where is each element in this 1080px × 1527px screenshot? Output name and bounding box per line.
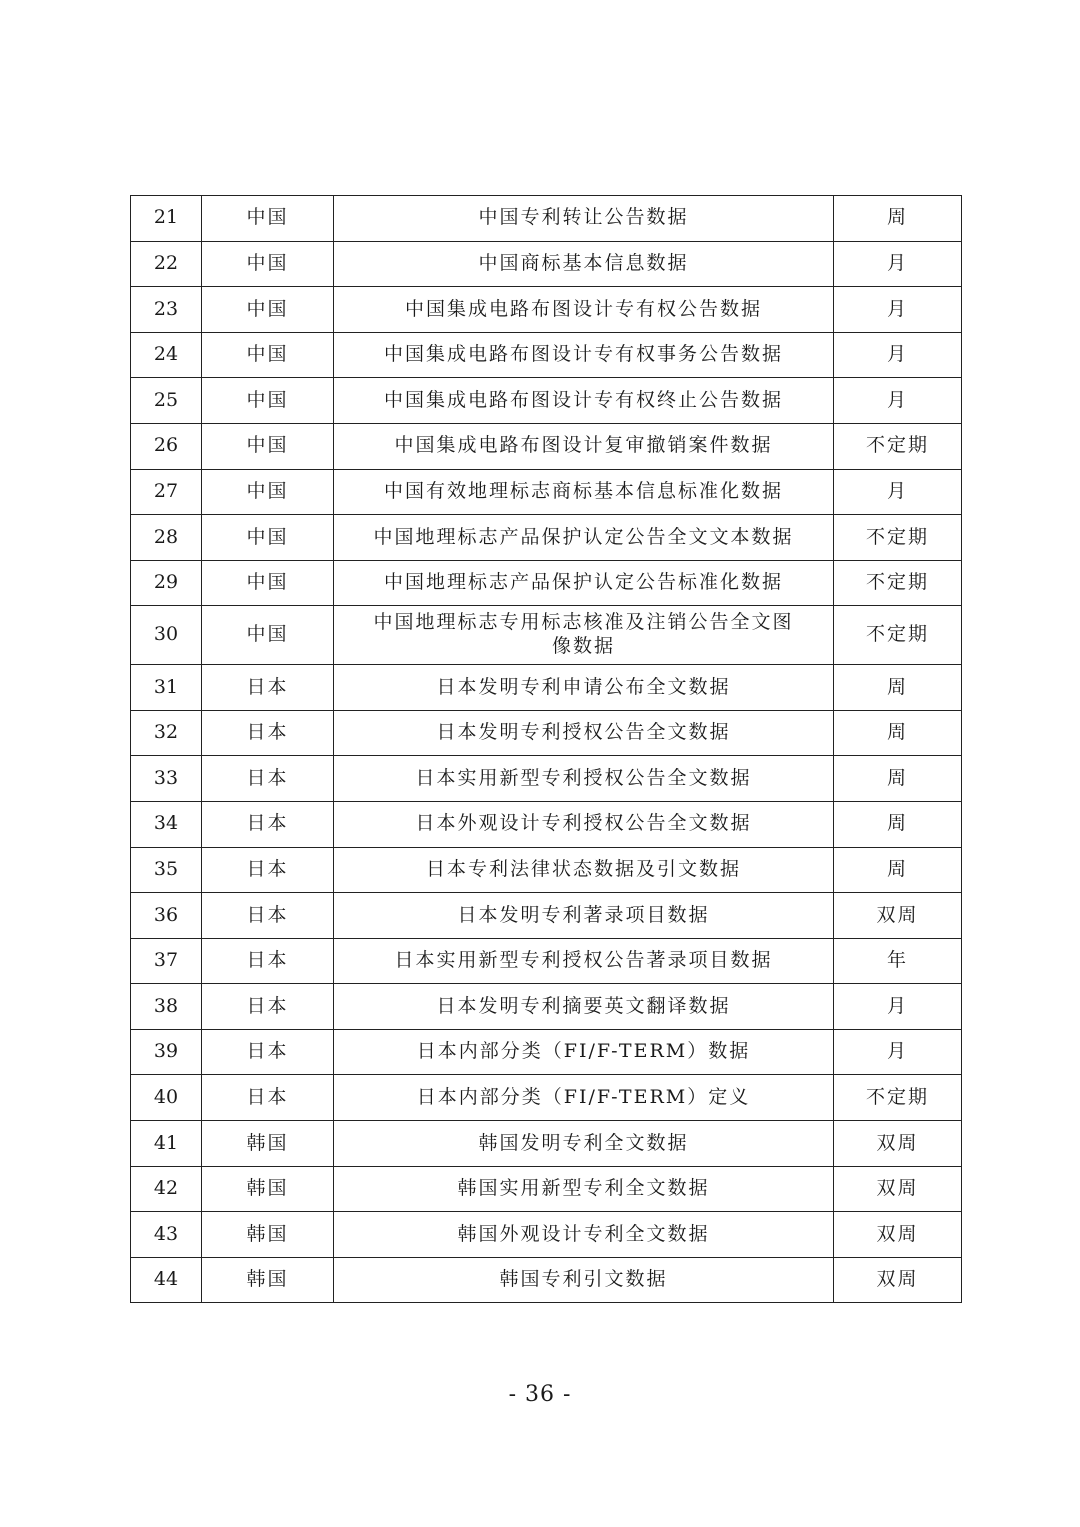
row-data-name: 中国地理标志专用标志核准及注销公告全文图像数据 bbox=[334, 606, 834, 665]
row-country: 中国 bbox=[202, 378, 334, 424]
row-country: 日本 bbox=[202, 756, 334, 802]
row-data-name: 日本发明专利摘要英文翻译数据 bbox=[334, 984, 834, 1030]
row-data-name: 日本专利法律状态数据及引文数据 bbox=[334, 847, 834, 893]
row-country: 中国 bbox=[202, 515, 334, 561]
row-update-frequency: 不定期 bbox=[834, 560, 962, 606]
row-number: 21 bbox=[131, 196, 202, 242]
row-number: 40 bbox=[131, 1075, 202, 1121]
row-data-name: 日本实用新型专利授权公告著录项目数据 bbox=[334, 938, 834, 984]
row-data-name: 韩国外观设计专利全文数据 bbox=[334, 1212, 834, 1258]
row-update-frequency: 不定期 bbox=[834, 423, 962, 469]
row-country: 日本 bbox=[202, 710, 334, 756]
table-row bbox=[131, 287, 962, 333]
row-update-frequency: 周 bbox=[834, 756, 962, 802]
row-country: 中国 bbox=[202, 606, 334, 665]
row-update-frequency: 月 bbox=[834, 241, 962, 287]
row-update-frequency: 月 bbox=[834, 469, 962, 515]
row-update-frequency: 周 bbox=[834, 196, 962, 242]
row-country: 中国 bbox=[202, 423, 334, 469]
row-number: 28 bbox=[131, 515, 202, 561]
row-data-name: 韩国实用新型专利全文数据 bbox=[334, 1166, 834, 1212]
row-number: 43 bbox=[131, 1212, 202, 1258]
row-data-name: 中国集成电路布图设计复审撤销案件数据 bbox=[334, 423, 834, 469]
row-country: 日本 bbox=[202, 938, 334, 984]
row-country: 中国 bbox=[202, 560, 334, 606]
data-catalog-table bbox=[130, 195, 962, 1303]
row-data-name: 韩国专利引文数据 bbox=[334, 1257, 834, 1303]
row-number: 27 bbox=[131, 469, 202, 515]
table-row bbox=[131, 710, 962, 756]
table-row bbox=[131, 938, 962, 984]
row-number: 36 bbox=[131, 893, 202, 939]
table-row bbox=[131, 1166, 962, 1212]
row-country: 韩国 bbox=[202, 1212, 334, 1258]
row-update-frequency: 周 bbox=[834, 710, 962, 756]
row-country: 日本 bbox=[202, 984, 334, 1030]
row-number: 25 bbox=[131, 378, 202, 424]
row-number: 34 bbox=[131, 801, 202, 847]
row-number: 38 bbox=[131, 984, 202, 1030]
row-data-name: 中国有效地理标志商标基本信息标准化数据 bbox=[334, 469, 834, 515]
row-country: 中国 bbox=[202, 332, 334, 378]
table-row bbox=[131, 332, 962, 378]
row-data-name: 中国地理标志产品保护认定公告全文文本数据 bbox=[334, 515, 834, 561]
table-row bbox=[131, 893, 962, 939]
row-update-frequency: 不定期 bbox=[834, 606, 962, 665]
row-number: 32 bbox=[131, 710, 202, 756]
row-number: 31 bbox=[131, 665, 202, 711]
row-data-name: 日本内部分类（FI/F-TERM）数据 bbox=[334, 1029, 834, 1075]
row-number: 29 bbox=[131, 560, 202, 606]
row-country: 韩国 bbox=[202, 1121, 334, 1167]
row-data-name: 中国集成电路布图设计专有权公告数据 bbox=[334, 287, 834, 333]
row-update-frequency: 月 bbox=[834, 378, 962, 424]
row-number: 44 bbox=[131, 1257, 202, 1303]
table-row bbox=[131, 1075, 962, 1121]
row-number: 37 bbox=[131, 938, 202, 984]
row-update-frequency: 双周 bbox=[834, 1166, 962, 1212]
table-row bbox=[131, 665, 962, 711]
row-update-frequency: 月 bbox=[834, 1029, 962, 1075]
row-update-frequency: 双周 bbox=[834, 1212, 962, 1258]
table-row bbox=[131, 984, 962, 1030]
row-update-frequency: 双周 bbox=[834, 893, 962, 939]
row-data-name: 中国商标基本信息数据 bbox=[334, 241, 834, 287]
table-row bbox=[131, 378, 962, 424]
row-data-name: 中国地理标志产品保护认定公告标准化数据 bbox=[334, 560, 834, 606]
row-update-frequency: 月 bbox=[834, 332, 962, 378]
table-row bbox=[131, 801, 962, 847]
row-data-name: 中国集成电路布图设计专有权终止公告数据 bbox=[334, 378, 834, 424]
row-update-frequency: 不定期 bbox=[834, 515, 962, 561]
row-update-frequency: 年 bbox=[834, 938, 962, 984]
table-row bbox=[131, 423, 962, 469]
row-update-frequency: 双周 bbox=[834, 1257, 962, 1303]
row-data-name: 中国集成电路布图设计专有权事务公告数据 bbox=[334, 332, 834, 378]
row-data-name: 韩国发明专利全文数据 bbox=[334, 1121, 834, 1167]
table-row bbox=[131, 756, 962, 802]
row-country: 日本 bbox=[202, 801, 334, 847]
row-data-name: 中国专利转让公告数据 bbox=[334, 196, 834, 242]
row-country: 中国 bbox=[202, 469, 334, 515]
row-data-name: 日本发明专利申请公布全文数据 bbox=[334, 665, 834, 711]
row-country: 韩国 bbox=[202, 1166, 334, 1212]
row-update-frequency: 周 bbox=[834, 847, 962, 893]
row-number: 22 bbox=[131, 241, 202, 287]
table-row bbox=[131, 1257, 962, 1303]
row-data-name: 日本发明专利著录项目数据 bbox=[334, 893, 834, 939]
row-country: 日本 bbox=[202, 893, 334, 939]
row-country: 中国 bbox=[202, 287, 334, 333]
row-number: 26 bbox=[131, 423, 202, 469]
row-data-name: 日本发明专利授权公告全文数据 bbox=[334, 710, 834, 756]
row-update-frequency: 周 bbox=[834, 801, 962, 847]
row-data-name: 日本外观设计专利授权公告全文数据 bbox=[334, 801, 834, 847]
table-row bbox=[131, 1212, 962, 1258]
page-number: - 36 - bbox=[508, 1382, 572, 1407]
row-country: 日本 bbox=[202, 847, 334, 893]
table-row bbox=[131, 560, 962, 606]
row-number: 42 bbox=[131, 1166, 202, 1212]
row-country: 日本 bbox=[202, 1075, 334, 1121]
row-country: 中国 bbox=[202, 241, 334, 287]
table-row bbox=[131, 1121, 962, 1167]
row-update-frequency: 双周 bbox=[834, 1121, 962, 1167]
row-number: 35 bbox=[131, 847, 202, 893]
table-row bbox=[131, 1029, 962, 1075]
row-update-frequency: 周 bbox=[834, 665, 962, 711]
row-country: 日本 bbox=[202, 1029, 334, 1075]
row-number: 30 bbox=[131, 606, 202, 665]
row-country: 韩国 bbox=[202, 1257, 334, 1303]
row-number: 41 bbox=[131, 1121, 202, 1167]
table-row bbox=[131, 847, 962, 893]
table-row bbox=[131, 241, 962, 287]
row-update-frequency: 月 bbox=[834, 984, 962, 1030]
row-data-name: 日本内部分类（FI/F-TERM）定义 bbox=[334, 1075, 834, 1121]
row-data-name: 日本实用新型专利授权公告全文数据 bbox=[334, 756, 834, 802]
row-number: 33 bbox=[131, 756, 202, 802]
table-row bbox=[131, 469, 962, 515]
row-number: 24 bbox=[131, 332, 202, 378]
row-update-frequency: 月 bbox=[834, 287, 962, 333]
table-row bbox=[131, 515, 962, 561]
row-update-frequency: 不定期 bbox=[834, 1075, 962, 1121]
row-number: 39 bbox=[131, 1029, 202, 1075]
table-row bbox=[131, 606, 962, 665]
table-row bbox=[131, 196, 962, 242]
row-country: 中国 bbox=[202, 196, 334, 242]
row-number: 23 bbox=[131, 287, 202, 333]
row-country: 日本 bbox=[202, 665, 334, 711]
